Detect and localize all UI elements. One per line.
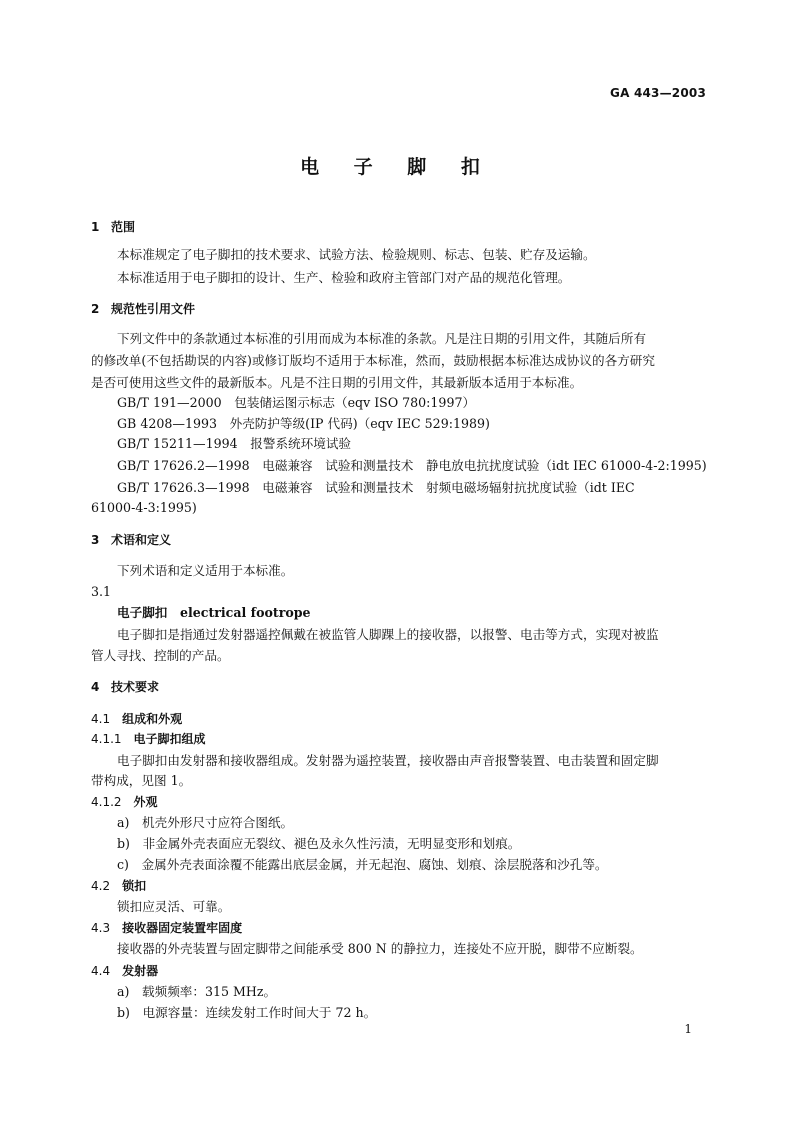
section-number: 3 bbox=[91, 533, 100, 547]
reference-item: GB/T 191—2000 包装储运图示标志（eqv ISO 780:1997） bbox=[117, 395, 476, 410]
section-title: 范围 bbox=[111, 220, 136, 234]
section-title: 技术要求 bbox=[111, 680, 160, 694]
section-4-heading bbox=[91, 677, 159, 697]
paragraph: 接收器的外壳装置与固定脚带之间能承受 800 N 的静拉力，连接处不应开脱，脚带不应断裂。 bbox=[117, 941, 643, 956]
reference-item: GB 4208—1993 外壳防护等级(IP 代码)（eqv IEC 529:1989) bbox=[117, 416, 490, 431]
subsection-4-1-heading bbox=[91, 709, 182, 729]
list-item: b) 非金属外壳表面应无裂纹、褪色及永久性污渍，无明显变形和划痕。 bbox=[117, 836, 521, 851]
paragraph: 下列术语和定义适用于本标准。 bbox=[117, 563, 294, 578]
list-item: b) 电源容量：连续发射工作时间大于 72 h。 bbox=[117, 1005, 377, 1020]
section-2-heading bbox=[91, 299, 195, 319]
paragraph: 本标准规定了电子脚扣的技术要求、试验方法、检验规则、标志、包装、贮存及运输。 bbox=[117, 247, 596, 262]
definition-line: 电子脚扣是指通过发射器遥控佩戴在被监管人脚踝上的接收器，以报警、电击等方式，实现对被监 bbox=[117, 627, 659, 642]
definition-line: 管人寻找、控制的产品。 bbox=[91, 648, 230, 663]
section-1-heading bbox=[91, 217, 135, 237]
reference-item: GB/T 17626.3—1998 电磁兼容 试验和测量技术 射频电磁场辐射抗扰度试验（idt IEC bbox=[117, 480, 635, 495]
section-title: 规范性引用文件 bbox=[111, 302, 196, 316]
paragraph-line: 电子脚扣由发射器和接收器组成。发射器为遥控装置，接收器由声音报警装置、电击装置和固定脚 bbox=[117, 753, 659, 768]
paragraph-line: 下列文件中的条款通过本标准的引用而成为本标准的条款。凡是注日期的引用文件，其随后所有 bbox=[117, 331, 646, 346]
subsection-4-3-heading bbox=[91, 918, 242, 938]
reference-item-continued: 61000-4-3:1995) bbox=[91, 500, 197, 515]
paragraph-line: 的修改单(不包括勘误的内容)或修订版均不适用于本标准，然而，鼓励根据本标准达成协议的各方研究 bbox=[91, 353, 655, 368]
subsection-title: 组成和外观 bbox=[122, 712, 183, 726]
paragraph-line: 是否可使用这些文件的最新版本。凡是不注日期的引用文件，其最新版本适用于本标准。 bbox=[91, 375, 583, 390]
section-number: 1 bbox=[91, 220, 100, 234]
list-item: c) 金属外壳表面涂覆不能露出底层金属，并无起泡、腐蚀、划痕、涂层脱落和沙孔等。 bbox=[117, 857, 608, 872]
paragraph: 锁扣应灵活、可靠。 bbox=[117, 899, 231, 914]
section-title: 术语和定义 bbox=[111, 533, 172, 547]
subsection-title: 接收器固定装置牢固度 bbox=[122, 921, 243, 935]
reference-item: GB/T 17626.2—1998 电磁兼容 试验和测量技术 静电放电抗扰度试验（idt IEC 61000-4-2:1995) bbox=[117, 458, 707, 473]
standard-number: GA 443—2003 bbox=[610, 86, 706, 100]
subsection-number: 4.1.1 bbox=[91, 732, 122, 746]
subsection-title: 电子脚扣组成 bbox=[133, 732, 206, 746]
subsection-4-4-heading bbox=[91, 961, 158, 981]
section-number: 4 bbox=[91, 680, 100, 694]
paragraph-line: 带构成，见图 1。 bbox=[91, 773, 192, 788]
subsection-number: 4.3 bbox=[91, 921, 111, 935]
subsection-4-1-1-heading bbox=[91, 729, 206, 749]
list-item: a) 载频频率：315 MHz。 bbox=[117, 984, 277, 999]
section-number: 2 bbox=[91, 302, 100, 316]
subsection-number: 4.4 bbox=[91, 964, 111, 978]
subsection-number: 4.1.2 bbox=[91, 795, 122, 809]
subsection-number: 3.1 bbox=[91, 584, 112, 599]
list-item: a) 机壳外形尺寸应符合图纸。 bbox=[117, 815, 294, 830]
term-heading: 电子脚扣 electrical footrope bbox=[117, 605, 311, 620]
subsection-title: 锁扣 bbox=[122, 879, 147, 893]
page-number: 1 bbox=[684, 1022, 692, 1036]
subsection-4-1-2-heading bbox=[91, 792, 158, 812]
paragraph: 本标准适用于电子脚扣的设计、生产、检验和政府主管部门对产品的规范化管理。 bbox=[117, 270, 571, 285]
subsection-4-2-heading bbox=[91, 876, 146, 896]
document-title: 电 子 脚 扣 bbox=[300, 156, 494, 178]
subsection-title: 外观 bbox=[133, 795, 158, 809]
section-3-heading bbox=[91, 530, 171, 550]
subsection-number: 4.2 bbox=[91, 879, 111, 893]
subsection-number: 4.1 bbox=[91, 712, 111, 726]
reference-item: GB/T 15211—1994 报警系统环境试验 bbox=[117, 436, 352, 451]
subsection-title: 发射器 bbox=[122, 964, 159, 978]
